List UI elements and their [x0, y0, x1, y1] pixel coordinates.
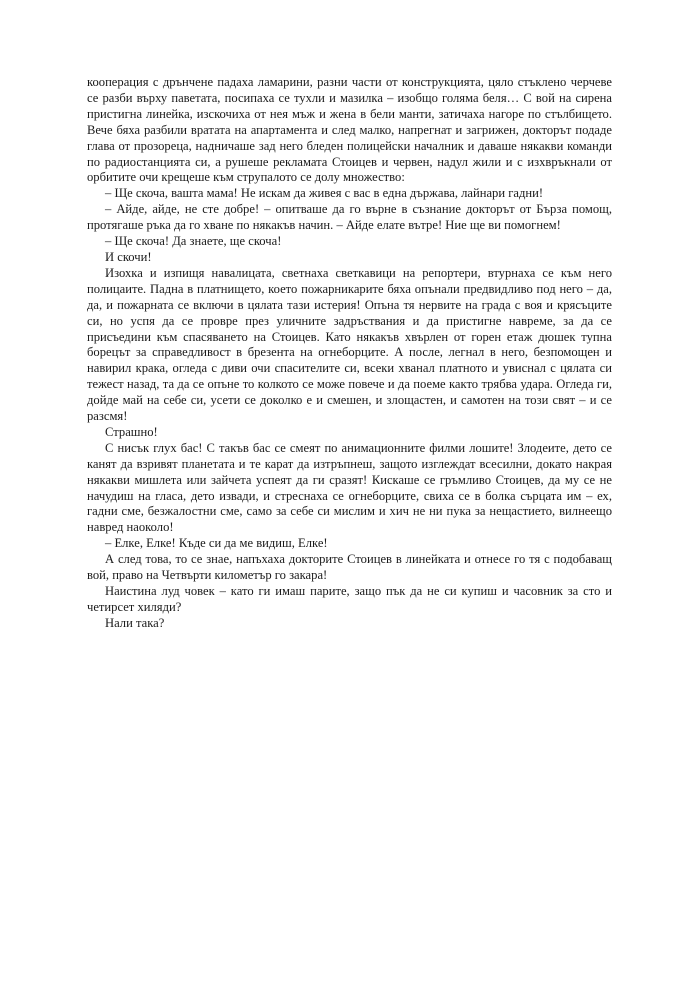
paragraph: кооперация с дрънчене падаха ламарини, разни части от конструкцията, цяло стъклено черчеве се разби върху паветата, посипаха се тухли и мазилка – изобщо голяма беля… С вой на сирена пристигна линейка, изскочиха от нея мъж и жена в бели манти, затичаха нагоре по стълбището. Вече бяха разбили вратата на апартамента и след малко, напрегнат и загрижен, докторът подаде глава от прозореца, надничаше зад него бледен полицейски началник и даваше някакви команди по радиостанцията си, а рушеше рекламата Стоицев и червен, надул жили и с изхвръкнали от орбитите очи крещеше към струпалото се долу множество:: [87, 75, 612, 185]
paragraph: – Ще скоча! Да знаете, ще скоча!: [105, 234, 282, 249]
paragraph: Нали така?: [105, 615, 165, 630]
paragraph: С нисък глух бас! С такъв бас се смеят по анимационните филми лошите! Злодеите, дето се канят да взривят планетата и те карат да изтръпнеш, защото изглеждат всесилни, докато накрая някакви мишлета или зайчета успеят да ги сразят! Кискаше се гръмливо Стоицев, да му се не начудиш на гласа, дето извади, и стреснаха се огнеборците, свиха се в болка сърцата им – ех, гадни сме, безжалостни сме, само за себе си мислим и хич не ни пука за нещастието, вилнеещо навред наоколо!: [87, 440, 612, 535]
body-text: [87, 75, 612, 632]
paragraph: Наистина луд човек – като ги имаш парите, защо пък да не си купиш и часовник за сто и четирсет хиляди?: [87, 584, 612, 614]
paragraph: – Айде, айде, не сте добре! – опитваше да го върне в съзнание докторът от Бърза помощ, протягаше ръка да го хване по някакъв начин. – Айде елате вътре! Ние ще ви помогнем!: [87, 202, 612, 233]
paragraph: – Ще скоча, вашта мама! Не искам да живея с вас в една държава, лайнари гадни!: [105, 186, 544, 201]
paragraph: Страшно!: [105, 424, 158, 439]
paragraph: – Елке, Елке! Къде си да ме видиш, Елке!: [105, 536, 328, 551]
paragraph: И скочи!: [105, 249, 152, 264]
paragraph: А след това, то се знае, напъхаха докторите Стоицев в линейката и отнесе го тя с подобаващ вой, право на Четвърти километър го закара!: [87, 552, 612, 583]
paragraph: Изохка и изпищя навалицата, светнаха светкавици на репортери, втурнаха се към него полицаите. Падна в платнището, което пожарникарите бяха опънали предвидливо под него – да, да, и пожарната се включи в цялата тази истерия! Опъна тя нервите на града с воя и крясъците си, но успя да се провре през уличните задръствания и да пристигне навреме, за да се присъедини към спасяването на Стоицев. Като някакъв хвърлен от горен етаж дюшек тупна борецът за справедливост в брезента на огнеборците. А после, легнал в него, безпомощен и навирил крака, огледа с диви очи спасителите си, всеки хванал платното и увиснал с цялата си тежест назад, та да се опъне то колкото се може повече и да поеме както трябва удара. Огледа ги, дойде май на себе си, усети се доколко е и смешен, и злощастен, и самотен на този свят – и се разсмя!: [87, 265, 612, 424]
